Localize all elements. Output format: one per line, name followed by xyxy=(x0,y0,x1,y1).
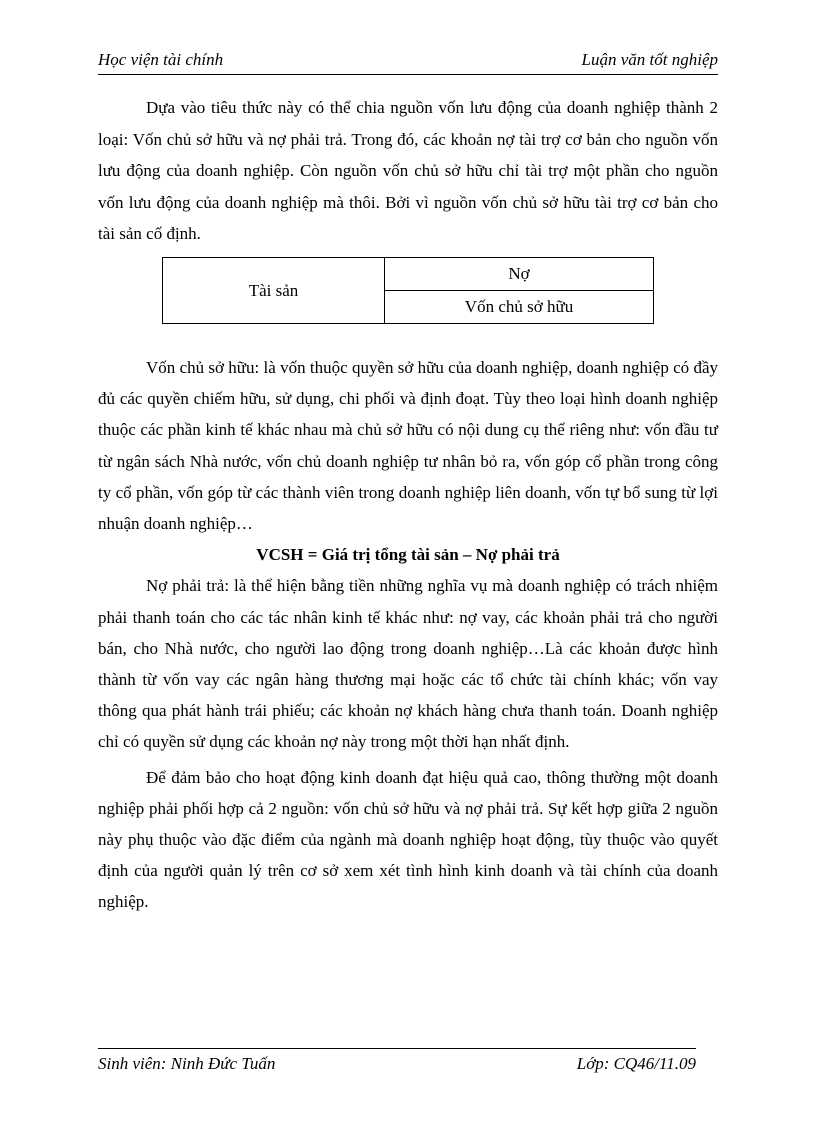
equity-paragraph: Vốn chủ sở hữu: là vốn thuộc quyền sở hữu của doanh nghiệp, doanh nghiệp có đầy đủ các quyền chiếm hữu, sử dụng, chi phối và định đoạt. Tùy theo loại hình doanh nghiệp thuộc các phần kinh tế khác nhau mà chủ sở hữu có nội dung cụ thể riêng như: vốn đầu tư từ ngân sách Nhà nước, vốn chủ doanh nghiệp tư nhân bỏ ra, vốn góp cổ phần trong công ty cổ phần, vốn góp từ các thành viên trong doanh nghiệp liên doanh, vốn tự bổ sung từ lợi nhuận doanh nghiệp… xyxy=(98,358,718,534)
footer-divider xyxy=(98,1048,696,1049)
equity-formula: VCSH = Giá trị tổng tài sản – Nợ phải trả xyxy=(256,545,560,565)
table-cell-equity: Vốn chủ sở hữu xyxy=(385,291,654,324)
liability-paragraph: Nợ phải trả: là thể hiện bằng tiền những nghĩa vụ mà doanh nghiệp có trách nhiệm phải thanh toán cho các tác nhân kinh tế khác như: nợ vay, các khoản phải trả cho người bán, cho Nhà nước, cho người lao động trong doanh nghiệp…Là các khoản được hình thành từ vốn vay các ngân hàng thương mại hoặc các tổ chức tài chính khác; vốn vay thông qua phát hành trái phiếu; các khoản nợ khách hàng chưa thanh toán. Doanh nghiệp chỉ có quyền sử dụng các khoản nợ này trong một thời hạn nhất định. xyxy=(98,576,718,752)
intro-section xyxy=(98,92,718,250)
page-header xyxy=(98,48,718,75)
table-cell-liability: Nợ xyxy=(385,258,654,291)
header-document-type: Luận văn tốt nghiệp xyxy=(581,50,718,69)
balance-table xyxy=(162,257,654,324)
header-institution: Học viện tài chính xyxy=(98,50,224,69)
intro-paragraph: Dựa vào tiêu thức này có thể chia nguồn vốn lưu động của doanh nghiệp thành 2 loại: Vốn chủ sở hữu và nợ phải trả. Trong đó, các khoản nợ tài trợ cơ bản cho nguồn vốn lưu động của doanh nghiệp. Còn nguồn vốn chủ sở hữu chỉ tài trợ một phần cho nguồn vốn lưu động của doanh nghiệp mà thôi. Bởi vì nguồn vốn chủ sở hữu tài trợ cơ bản cho tài sản cố định. xyxy=(98,98,718,243)
combination-paragraph: Để đảm bảo cho hoạt động kinh doanh đạt hiệu quả cao, thông thường một doanh nghiệp phải phối hợp cả 2 nguồn: vốn chủ sở hữu và nợ phải trả. Sự kết hợp giữa 2 nguồn này phụ thuộc vào đặc điểm của ngành mà doanh nghiệp hoạt động, tùy thuộc vào quyết định của người quản lý trên cơ sở xem xét tình hình kinh doanh và tài chính của doanh nghiệp. xyxy=(98,767,718,912)
footer-class: Lớp: CQ46/11.09 xyxy=(576,1054,696,1073)
main-section xyxy=(98,352,718,918)
table-cell-asset: Tài sản xyxy=(163,258,385,324)
footer-student: Sinh viên: Ninh Đức Tuấn xyxy=(98,1054,276,1073)
